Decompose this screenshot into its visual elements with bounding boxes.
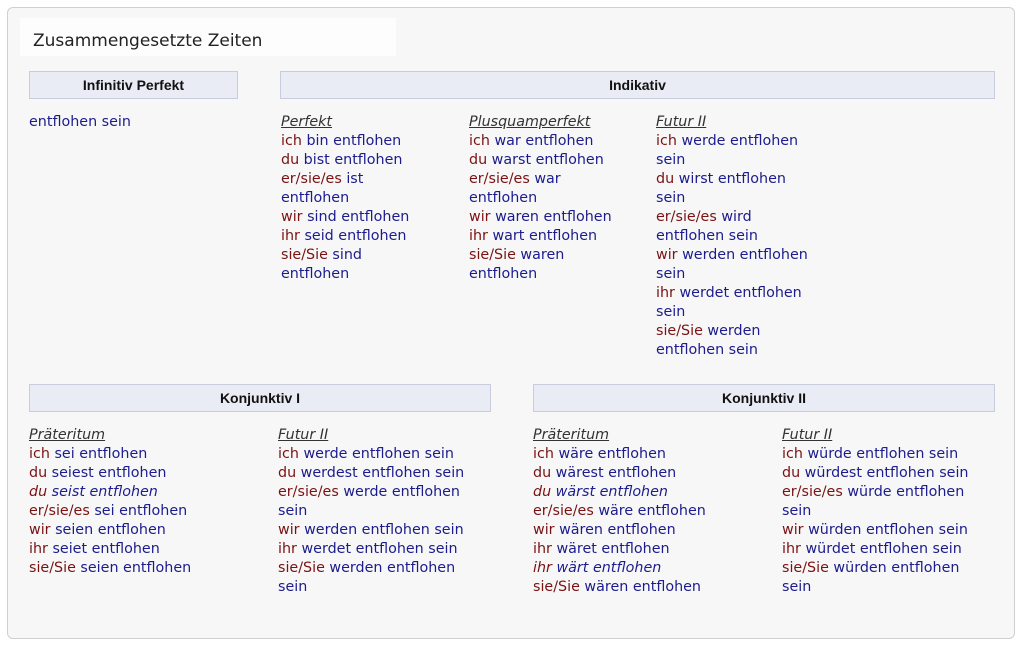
verb-form: sind entflohen bbox=[302, 209, 410, 225]
pronoun: er/sie/es bbox=[533, 503, 594, 519]
pronoun: du bbox=[533, 484, 552, 500]
pronoun: du bbox=[656, 171, 675, 187]
verb-form: wird bbox=[716, 209, 752, 225]
verb-form: seiet entflohen bbox=[47, 541, 160, 557]
pronoun: sie/Sie bbox=[656, 323, 703, 339]
pronoun: wir bbox=[656, 247, 678, 263]
tense-label: Plusquamperfekt bbox=[469, 114, 591, 130]
conjugation-line bbox=[469, 246, 612, 265]
conjugation-line bbox=[278, 540, 464, 559]
verb-form: wart entflohen bbox=[487, 228, 598, 244]
verb-form: werden bbox=[702, 323, 761, 339]
conjugation-line bbox=[469, 151, 612, 170]
verb-form: werdet entflohen bbox=[674, 285, 802, 301]
tense-label: Präteritum bbox=[533, 427, 610, 443]
pronoun: sie/Sie bbox=[278, 560, 325, 576]
verb-form: wärst entflohen bbox=[551, 484, 668, 500]
conjugation-line bbox=[278, 483, 464, 502]
conjugation-line bbox=[533, 445, 706, 464]
verb-form: bin entflohen bbox=[301, 133, 402, 149]
tense-label: Futur II bbox=[782, 427, 833, 443]
tense-label: Perfekt bbox=[281, 114, 333, 130]
verb-form: wären entflohen bbox=[579, 579, 701, 595]
verb-form: sein bbox=[656, 190, 686, 206]
verb-form: sind bbox=[327, 247, 362, 263]
pronoun: er/sie/es bbox=[469, 171, 530, 187]
praeteritum-konjunktiv1-column bbox=[29, 426, 191, 578]
pronoun: ihr bbox=[533, 541, 552, 557]
verb-form: werde entflohen sein bbox=[298, 446, 454, 462]
conjugation-line bbox=[533, 559, 706, 578]
conjugation-line bbox=[469, 227, 612, 246]
conjugation-line bbox=[29, 502, 191, 521]
pronoun: ihr bbox=[281, 228, 300, 244]
conjugation-line bbox=[782, 559, 969, 578]
conjugation-line bbox=[278, 445, 464, 464]
conjugation-line bbox=[656, 303, 808, 322]
verb-form: waren bbox=[515, 247, 565, 263]
pronoun: wir bbox=[782, 522, 804, 538]
verb-form: entflohen bbox=[469, 266, 538, 282]
conjugation-line bbox=[782, 445, 969, 464]
conjugation-line bbox=[656, 246, 808, 265]
pronoun: er/sie/es bbox=[29, 503, 90, 519]
verb-form: werde entflohen bbox=[338, 484, 460, 500]
pronoun: sie/Sie bbox=[533, 579, 580, 595]
conjugation-line bbox=[278, 578, 464, 597]
header-konjunktiv-1: Konjunktiv I bbox=[29, 384, 491, 412]
pronoun: du bbox=[281, 152, 300, 168]
pronoun: ich bbox=[656, 133, 677, 149]
conjugation-line bbox=[281, 189, 409, 208]
verb-form: sein bbox=[656, 304, 686, 320]
verb-form: würde entflohen bbox=[842, 484, 965, 500]
conjugation-line bbox=[281, 265, 409, 284]
conjugation-line bbox=[782, 464, 969, 483]
verb-form: seiest entflohen bbox=[47, 465, 167, 481]
verb-form: wärt entflohen bbox=[551, 560, 662, 576]
verb-form: entflohen bbox=[281, 190, 350, 206]
futur2-indikativ-column bbox=[656, 113, 808, 360]
verb-form: entflohen bbox=[281, 266, 350, 282]
conjugation-line bbox=[281, 227, 409, 246]
conjugation-line bbox=[281, 208, 409, 227]
tense-label: Präteritum bbox=[29, 427, 106, 443]
pronoun: wir bbox=[469, 209, 491, 225]
header-infinitiv-perfekt: Infinitiv Perfekt bbox=[29, 71, 238, 99]
verb-form: warst entflohen bbox=[487, 152, 604, 168]
pronoun: ich bbox=[278, 446, 299, 462]
pronoun: wir bbox=[533, 522, 555, 538]
conjugation-line bbox=[29, 464, 191, 483]
verb-form: ist bbox=[341, 171, 364, 187]
pronoun: er/sie/es bbox=[782, 484, 843, 500]
verb-form: sein bbox=[656, 152, 686, 168]
verb-form: entflohen sein bbox=[656, 342, 758, 358]
conjugation-line bbox=[656, 322, 808, 341]
verb-form: sein bbox=[782, 503, 812, 519]
verb-form: wäre entflohen bbox=[593, 503, 706, 519]
conjugation-line bbox=[469, 208, 612, 227]
verb-form: werden entflohen bbox=[677, 247, 808, 263]
pronoun: ihr bbox=[29, 541, 48, 557]
conjugation-line bbox=[656, 265, 808, 284]
pronoun: du bbox=[29, 465, 48, 481]
verb-form: wärest entflohen bbox=[551, 465, 677, 481]
verb-form: entflohen sein bbox=[656, 228, 758, 244]
conjugation-line bbox=[469, 132, 612, 151]
plusquamperfekt-column bbox=[469, 113, 612, 284]
conjugation-line bbox=[782, 521, 969, 540]
verb-form: seien entflohen bbox=[75, 560, 192, 576]
pronoun: du bbox=[533, 465, 552, 481]
conjugation-line bbox=[533, 540, 706, 559]
conjugation-line bbox=[29, 559, 191, 578]
pronoun: ich bbox=[533, 446, 554, 462]
section-title: Zusammengesetzte Zeiten bbox=[33, 31, 263, 51]
verb-form: war entflohen bbox=[489, 133, 594, 149]
conjugation-line bbox=[281, 246, 409, 265]
pronoun: sie/Sie bbox=[281, 247, 328, 263]
verb-form: entflohen bbox=[469, 190, 538, 206]
conjugation-line bbox=[469, 170, 612, 189]
verb-form: seid entflohen bbox=[299, 228, 407, 244]
pronoun: sie/Sie bbox=[469, 247, 516, 263]
conjugation-line bbox=[782, 483, 969, 502]
conjugation-line bbox=[281, 132, 409, 151]
perfekt-column bbox=[281, 113, 409, 284]
header-indikativ: Indikativ bbox=[280, 71, 995, 99]
pronoun: ich bbox=[469, 133, 490, 149]
pronoun: du bbox=[782, 465, 801, 481]
conjugation-line bbox=[533, 483, 706, 502]
verb-form: sein bbox=[278, 503, 308, 519]
pronoun: er/sie/es bbox=[278, 484, 339, 500]
verb-form: würden entflohen sein bbox=[803, 522, 968, 538]
verb-form: wäre entflohen bbox=[553, 446, 666, 462]
verb-form: sei entflohen bbox=[49, 446, 148, 462]
conjugation-line bbox=[533, 578, 706, 597]
conjugation-line bbox=[29, 540, 191, 559]
pronoun: wir bbox=[281, 209, 303, 225]
pronoun: ihr bbox=[782, 541, 801, 557]
conjugation-line bbox=[278, 502, 464, 521]
verb-form: wäret entflohen bbox=[551, 541, 670, 557]
pronoun: du bbox=[278, 465, 297, 481]
pronoun: ich bbox=[782, 446, 803, 462]
verb-form: werde entflohen bbox=[676, 133, 799, 149]
conjugation-line bbox=[29, 483, 191, 502]
verb-form: würden entflohen bbox=[828, 560, 960, 576]
tense-label: Futur II bbox=[278, 427, 329, 443]
pronoun: ich bbox=[29, 446, 50, 462]
verb-form: sein bbox=[782, 579, 812, 595]
verb-form: seist entflohen bbox=[47, 484, 158, 500]
tense-label: Futur II bbox=[656, 114, 707, 130]
verb-form: wären entflohen bbox=[554, 522, 676, 538]
pronoun: er/sie/es bbox=[656, 209, 717, 225]
verb-form: wirst entflohen bbox=[674, 171, 786, 187]
verb-form: war bbox=[529, 171, 561, 187]
verb-form: sei entflohen bbox=[89, 503, 188, 519]
pronoun: ihr bbox=[656, 285, 675, 301]
conjugation-line bbox=[29, 445, 191, 464]
conjugation-line bbox=[281, 151, 409, 170]
infinitiv-perfekt-value: entflohen sein bbox=[29, 114, 131, 130]
verb-form: würdest entflohen sein bbox=[800, 465, 969, 481]
futur2-konjunktiv1-column bbox=[278, 426, 464, 597]
verb-form: sein bbox=[656, 266, 686, 282]
pronoun: ihr bbox=[469, 228, 488, 244]
verb-form: werdest entflohen sein bbox=[296, 465, 465, 481]
conjugation-line bbox=[656, 284, 808, 303]
conjugation-line bbox=[533, 502, 706, 521]
conjugation-line bbox=[278, 521, 464, 540]
conjugation-line bbox=[278, 464, 464, 483]
verb-form: werden entflohen bbox=[324, 560, 456, 576]
header-konjunktiv-2: Konjunktiv II bbox=[533, 384, 995, 412]
conjugation-line bbox=[469, 265, 612, 284]
verb-form: werdet entflohen sein bbox=[296, 541, 458, 557]
verb-form: seien entflohen bbox=[50, 522, 166, 538]
verb-form: sein bbox=[278, 579, 308, 595]
pronoun: wir bbox=[278, 522, 300, 538]
conjugation-line bbox=[782, 540, 969, 559]
pronoun: du bbox=[29, 484, 48, 500]
conjugation-line bbox=[281, 170, 409, 189]
conjugation-line bbox=[656, 227, 808, 246]
conjugation-line bbox=[782, 578, 969, 597]
pronoun: sie/Sie bbox=[782, 560, 829, 576]
verb-form: würde entflohen sein bbox=[802, 446, 959, 462]
verb-form: waren entflohen bbox=[490, 209, 612, 225]
pronoun: er/sie/es bbox=[281, 171, 342, 187]
conjugation-line bbox=[656, 170, 808, 189]
pronoun: ihr bbox=[278, 541, 297, 557]
conjugation-line bbox=[278, 559, 464, 578]
conjugation-line bbox=[29, 521, 191, 540]
conjugation-line bbox=[533, 521, 706, 540]
pronoun: sie/Sie bbox=[29, 560, 76, 576]
pronoun: du bbox=[469, 152, 488, 168]
pronoun: wir bbox=[29, 522, 51, 538]
conjugation-line bbox=[656, 208, 808, 227]
conjugation-line bbox=[469, 189, 612, 208]
conjugation-line bbox=[533, 464, 706, 483]
verb-form: werden entflohen sein bbox=[299, 522, 464, 538]
praeteritum-konjunktiv2-column bbox=[533, 426, 706, 597]
futur2-konjunktiv2-column bbox=[782, 426, 969, 597]
conjugation-line bbox=[656, 151, 808, 170]
conjugation-line bbox=[656, 132, 808, 151]
pronoun: ihr bbox=[533, 560, 552, 576]
conjugation-line bbox=[656, 341, 808, 360]
conjugation-line bbox=[782, 502, 969, 521]
pronoun: ich bbox=[281, 133, 302, 149]
verb-form: bist entflohen bbox=[299, 152, 403, 168]
conjugation-line bbox=[656, 189, 808, 208]
verb-form: würdet entflohen sein bbox=[800, 541, 962, 557]
